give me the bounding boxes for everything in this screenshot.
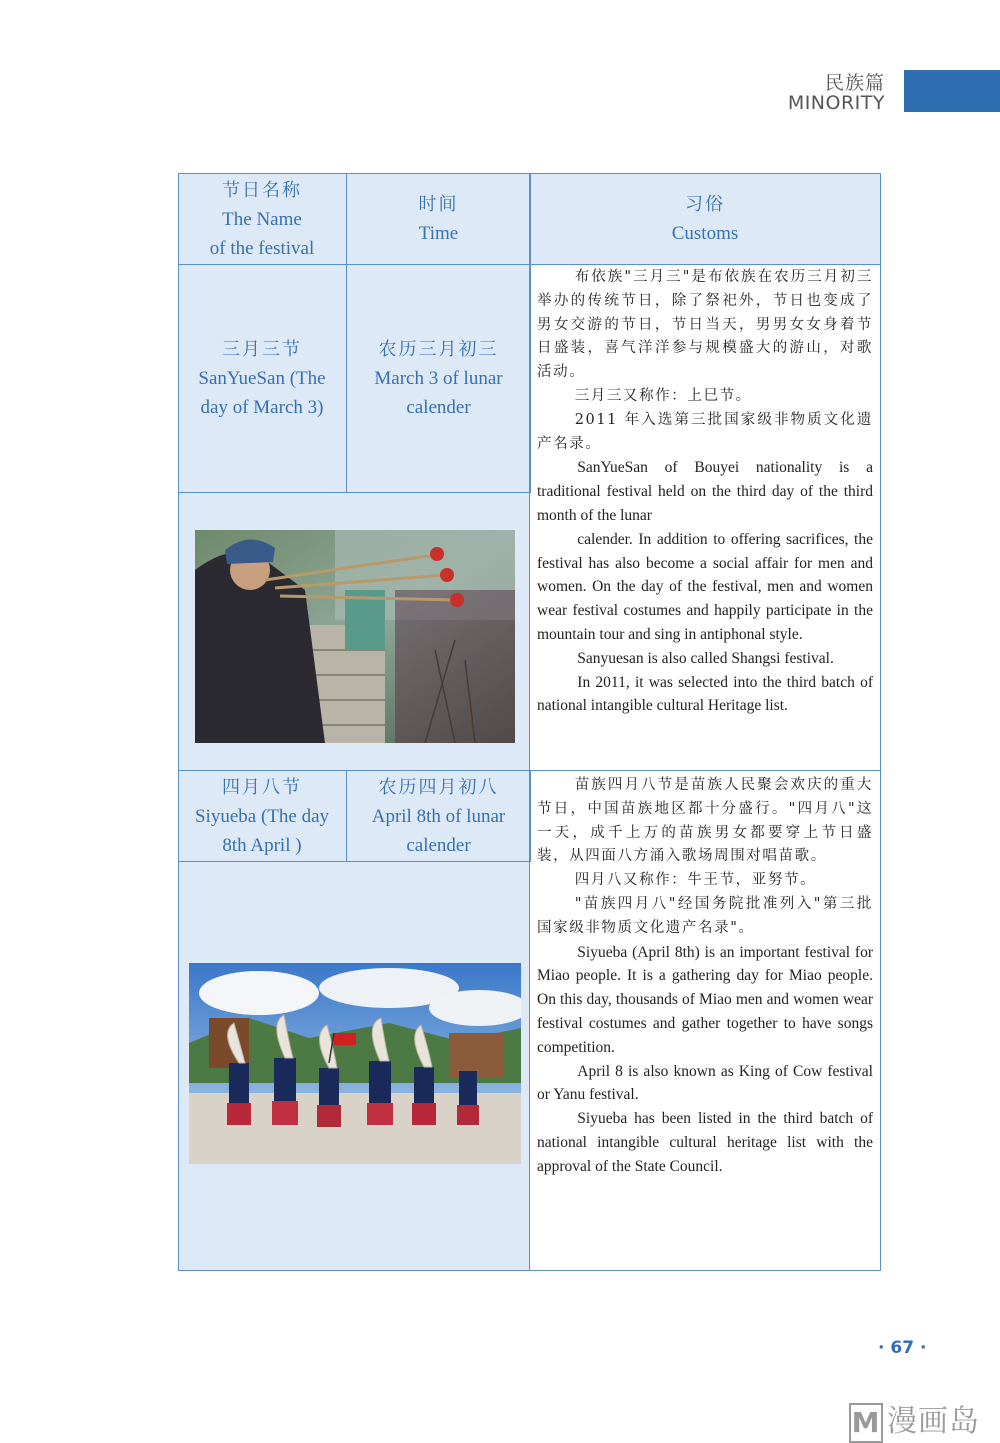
section-color-bar — [904, 70, 1000, 112]
row1-customs-para-7: In 2011, it was selected into the third batch of national intangible cultural Heritage list. — [537, 673, 873, 715]
header-customs-zh: 习俗 — [685, 194, 725, 215]
row1-time — [347, 265, 530, 492]
row2-customs-para-4: Siyueba (April 8th) is an important festival for Miao people. It is a gathering day for Miao people. On this day, thousands of Miao men and women wear festival costumes and gather together to have songs competition. — [537, 943, 873, 1056]
row2-name-en-1: Siyueba (The day — [194, 805, 329, 827]
header-festival-name — [178, 174, 346, 264]
row2-time-en-2: calender — [406, 834, 471, 856]
header-festival-name-en-1: The Name — [222, 208, 302, 230]
row1-customs-para-3: 2011 年入选第三批国家级非物质文化遗产名录。 — [537, 411, 873, 452]
bouyei-trumpet-players-photo — [195, 530, 515, 743]
header-time-zh: 时间 — [418, 194, 459, 215]
row1-time-en-1: March 3 of lunar — [374, 368, 503, 389]
row1-customs-para-4: SanYueSan of Bouyei nationality is a traditional festival held on the third day of the third month of the lunar — [537, 459, 873, 524]
row2-customs-para-6: Siyueba has been listed in the third batch of national intangible cultural heritage list with the approval of the State Council. — [537, 1110, 873, 1175]
row2-customs-para-3: "苗族四月八"经国务院批准列入"第三批国家级非物质文化遗产名录"。 — [537, 895, 873, 936]
header-customs — [530, 174, 880, 264]
row1-photo-divider — [178, 492, 530, 493]
row1-customs — [530, 266, 880, 718]
row1-customs-para-1: 布依族"三月三"是布依族在农历三月初三举办的传统节日，除了祭祀外，节日也变成了男女交游的节日，节日当天，男男女女身着节日盛装，喜气洋洋参与规模盛大的游山，对歌活动。 — [537, 269, 873, 381]
row1-customs-para-2: 三月三又称作：上巳节。 — [574, 387, 752, 404]
watermark — [849, 1396, 980, 1443]
row1-name-en-2: day of March 3) — [200, 397, 324, 418]
header-festival-name-zh: 节日名称 — [222, 179, 302, 201]
header-festival-name-en-2: of the festival — [209, 237, 315, 259]
row1-time-en-2: calender — [406, 397, 471, 418]
row2-name-zh: 四月八节 — [222, 776, 302, 798]
row2-festival-name — [178, 771, 346, 861]
section-title-en: MINORITY — [787, 92, 885, 114]
page-number: · 67 · — [878, 1338, 927, 1358]
header-customs-en: Customs — [671, 223, 739, 244]
watermark-text: 漫画岛 — [887, 1404, 980, 1439]
row2-time-en-1: April 8th of lunar — [371, 805, 506, 827]
row1-name-zh: 三月三节 — [222, 339, 302, 360]
row1-name-en-1: SanYueSan (The — [198, 368, 326, 389]
row2-customs — [530, 774, 880, 1179]
row2-photo-divider — [178, 861, 530, 862]
row2-time — [347, 771, 530, 861]
header-time-en: Time — [418, 223, 459, 244]
header-time — [347, 174, 530, 264]
row1-festival-name — [178, 265, 346, 492]
watermark-logo-icon: M — [849, 1403, 883, 1443]
row2-time-zh: 农历四月初八 — [378, 776, 499, 798]
row2-customs-para-1: 苗族四月八节是苗族人民聚会欢庆的重大节日，中国苗族地区都十分盛行。"四月八"这一天，成千上万的苗族男女都要穿上节日盛装，从四面八方涌入歌场周围对唱苗歌。 — [537, 777, 873, 865]
row2-customs-para-5: April 8 is also known as King of Cow festival or Yanu festival. — [537, 1062, 873, 1104]
row1-customs-para-6: Sanyuesan is also called Shangsi festival. — [577, 649, 834, 667]
row1-time-zh: 农历三月初三 — [378, 339, 499, 360]
section-title-zh: 民族篇 — [824, 72, 885, 94]
row2-customs-para-2: 四月八又称作：牛王节，亚努节。 — [574, 872, 817, 889]
row1-customs-para-5: calender. In addition to offering sacrifices, the festival has also become a social affair for men and women. On the day of the festival, men and women wear festival costumes and happily participate in the mountain tour and sing in antiphonal style. — [537, 530, 873, 643]
miao-festival-dancers-photo — [189, 963, 521, 1164]
row2-name-en-2: 8th April ) — [222, 834, 302, 856]
